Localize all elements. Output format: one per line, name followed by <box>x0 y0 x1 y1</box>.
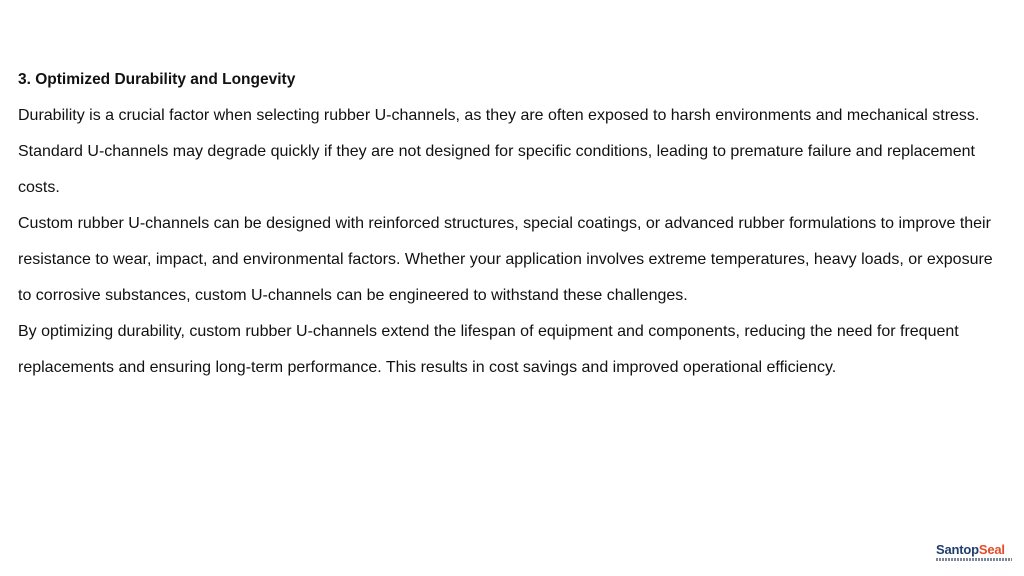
section-heading: 3. Optimized Durability and Longevity <box>18 71 296 88</box>
santopseal-logo <box>936 543 1016 569</box>
paragraph-durability-factor: Durability is a crucial factor when selecting rubber U-channels, as they are often exposed to harsh environments and mechanical stress. Standard U-channels may degrade quickly if they are not designed for specific conditions, leading to premature failure and replacement costs. <box>18 107 980 196</box>
paragraph-benefits: By optimizing durability, custom rubber U-channels extend the lifespan of equipment and components, reducing the need for frequent replacements and ensuring long-term performance. This results in cost savings and improved operational efficiency. <box>18 323 959 376</box>
logo-wordmark: SantopSeal <box>936 542 1005 557</box>
paragraph-custom-design: Custom rubber U-channels can be designed with reinforced structures, special coatings, or advanced rubber formulations to improve their resistance to wear, impact, and environmental factors. Whether your application involves extreme temperatures, heavy loads, or exposure to corrosive substances, custom U-channels can be engineered to withstand these challenges. <box>18 215 993 304</box>
slide-content <box>18 62 1008 386</box>
logo-tagline-mark <box>936 558 1012 561</box>
